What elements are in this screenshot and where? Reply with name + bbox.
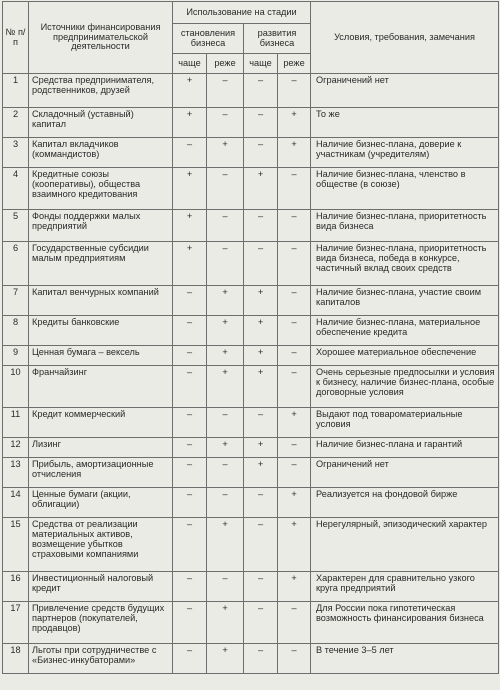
- row-conditions: В течение 3–5 лет: [311, 644, 499, 674]
- table-row: [3, 438, 499, 458]
- mark-rarely-dev: –: [278, 366, 311, 408]
- table-row: [3, 316, 499, 346]
- row-conditions: Наличие бизнес-плана, членство в обществе (в союзе): [311, 168, 499, 210]
- mark-rarely-start: +: [207, 138, 244, 168]
- row-number: 9: [3, 346, 29, 366]
- table-row: [3, 168, 499, 210]
- row-conditions: Наличие бизнес-плана, участие своим капиталов: [311, 286, 499, 316]
- mark-rarely-start: +: [207, 518, 244, 572]
- row-source: Кредит коммерческий: [29, 408, 173, 438]
- mark-rarely-start: –: [207, 572, 244, 602]
- row-source: Складочный (уставный) капитал: [29, 108, 173, 138]
- mark-rarely-dev: –: [278, 316, 311, 346]
- row-source: Кредитные союзы (кооперативы), общества взаимного кредитования: [29, 168, 173, 210]
- row-source: Инвестиционный налоговый кредит: [29, 572, 173, 602]
- row-source: Средства от реализации материальных активов, возмещение убытков страховыми компаниями: [29, 518, 173, 572]
- mark-often-dev: –: [244, 108, 278, 138]
- row-number: 10: [3, 366, 29, 408]
- row-conditions: Выдают под товароматериальные условия: [311, 408, 499, 438]
- mark-rarely-dev: +: [278, 572, 311, 602]
- row-conditions: Реализуется на фондовой бирже: [311, 488, 499, 518]
- table-row: [3, 366, 499, 408]
- mark-rarely-dev: –: [278, 644, 311, 674]
- mark-often-start: –: [173, 572, 207, 602]
- row-source: Ценная бумага – вексель: [29, 346, 173, 366]
- mark-often-dev: –: [244, 138, 278, 168]
- mark-rarely-dev: –: [278, 210, 311, 242]
- row-source: Льготы при сотрудничестве с «Бизнес-инкубаторами»: [29, 644, 173, 674]
- row-conditions: Наличие бизнес-плана, приоритетность вида бизнеса, победа в конкурсе, частичный вклад своих средств: [311, 242, 499, 286]
- mark-often-start: +: [173, 168, 207, 210]
- mark-rarely-dev: +: [278, 138, 311, 168]
- table-header: [3, 2, 499, 74]
- row-source: Прибыль, амортизационные отчисления: [29, 458, 173, 488]
- mark-rarely-start: +: [207, 346, 244, 366]
- row-number: 14: [3, 488, 29, 518]
- row-number: 18: [3, 644, 29, 674]
- header-num: № п/п: [3, 2, 29, 74]
- mark-rarely-dev: –: [278, 286, 311, 316]
- row-source: Привлечение средств будущих партнеров (покупателей, продавцов): [29, 602, 173, 644]
- mark-often-start: +: [173, 74, 207, 108]
- row-source: Капитал вкладчиков (коммандистов): [29, 138, 173, 168]
- table-row: [3, 286, 499, 316]
- table-row: [3, 138, 499, 168]
- table-row: [3, 458, 499, 488]
- mark-rarely-start: +: [207, 438, 244, 458]
- row-number: 13: [3, 458, 29, 488]
- mark-rarely-start: +: [207, 366, 244, 408]
- mark-often-start: +: [173, 242, 207, 286]
- row-source: Кредиты банковские: [29, 316, 173, 346]
- row-conditions: Наличие бизнес-плана, материальное обеспечение кредита: [311, 316, 499, 346]
- mark-rarely-dev: –: [278, 438, 311, 458]
- table-row: [3, 488, 499, 518]
- mark-often-dev: –: [244, 488, 278, 518]
- mark-often-dev: +: [244, 438, 278, 458]
- mark-often-start: –: [173, 644, 207, 674]
- mark-rarely-dev: +: [278, 518, 311, 572]
- row-conditions: Наличие бизнес-плана и гарантий: [311, 438, 499, 458]
- table-row: [3, 602, 499, 644]
- row-number: 7: [3, 286, 29, 316]
- row-source: Капитал венчурных компаний: [29, 286, 173, 316]
- row-number: 11: [3, 408, 29, 438]
- header-often-dev: чаще: [244, 54, 278, 74]
- row-conditions: Ограничений нет: [311, 74, 499, 108]
- row-source: Средства предпринимателя, родственников, друзей: [29, 74, 173, 108]
- row-conditions: Очень серьезные предпосылки и условия к бизнесу, наличие бизнес-плана, особые договорные условия: [311, 366, 499, 408]
- row-conditions: Для России пока гипотетическая возможность финансирования бизнеса: [311, 602, 499, 644]
- header-stage-start: становления бизнеса: [173, 24, 244, 54]
- table-body: [3, 74, 499, 674]
- mark-rarely-start: +: [207, 644, 244, 674]
- mark-rarely-dev: –: [278, 168, 311, 210]
- table-row: [3, 572, 499, 602]
- row-conditions: Нерегулярный, эпизодический характер: [311, 518, 499, 572]
- mark-rarely-start: +: [207, 316, 244, 346]
- mark-often-dev: –: [244, 602, 278, 644]
- mark-often-start: –: [173, 366, 207, 408]
- row-source: Ценные бумаги (акции, облигации): [29, 488, 173, 518]
- mark-rarely-start: –: [207, 458, 244, 488]
- mark-often-start: –: [173, 138, 207, 168]
- table-row: [3, 346, 499, 366]
- mark-rarely-dev: –: [278, 602, 311, 644]
- mark-often-start: –: [173, 438, 207, 458]
- row-source: Франчайзинг: [29, 366, 173, 408]
- row-source: Фонды поддержки малых предприятий: [29, 210, 173, 242]
- mark-rarely-dev: +: [278, 108, 311, 138]
- mark-often-start: –: [173, 518, 207, 572]
- row-conditions: Наличие бизнес-плана, доверие к участникам (учредителям): [311, 138, 499, 168]
- mark-often-dev: +: [244, 458, 278, 488]
- mark-rarely-start: –: [207, 488, 244, 518]
- mark-often-dev: –: [244, 572, 278, 602]
- mark-often-start: +: [173, 108, 207, 138]
- table-row: [3, 408, 499, 438]
- mark-often-dev: –: [244, 408, 278, 438]
- row-conditions: Наличие бизнес-плана, приоритетность вида бизнеса: [311, 210, 499, 242]
- mark-often-dev: –: [244, 210, 278, 242]
- row-number: 5: [3, 210, 29, 242]
- row-number: 8: [3, 316, 29, 346]
- table-row: [3, 74, 499, 108]
- mark-rarely-start: –: [207, 408, 244, 438]
- mark-often-start: –: [173, 488, 207, 518]
- row-source: Лизинг: [29, 438, 173, 458]
- table-row: [3, 210, 499, 242]
- mark-often-dev: +: [244, 316, 278, 346]
- mark-often-start: –: [173, 286, 207, 316]
- mark-rarely-start: –: [207, 242, 244, 286]
- mark-rarely-start: –: [207, 74, 244, 108]
- row-number: 15: [3, 518, 29, 572]
- row-source: Государственные субсидии малым предприятиям: [29, 242, 173, 286]
- row-conditions: Ограничений нет: [311, 458, 499, 488]
- mark-often-start: +: [173, 210, 207, 242]
- table-row: [3, 518, 499, 572]
- mark-rarely-start: –: [207, 210, 244, 242]
- header-usage: Использование на стадии: [173, 2, 311, 24]
- mark-often-dev: –: [244, 518, 278, 572]
- header-rarely-dev: реже: [278, 54, 311, 74]
- row-conditions: Хорошее материальное обеспечение: [311, 346, 499, 366]
- header-source: Источники финансирования предпринимательской деятельности: [29, 2, 173, 74]
- row-number: 4: [3, 168, 29, 210]
- mark-rarely-start: –: [207, 168, 244, 210]
- row-number: 1: [3, 74, 29, 108]
- mark-rarely-dev: –: [278, 74, 311, 108]
- mark-often-dev: –: [244, 74, 278, 108]
- mark-often-dev: +: [244, 168, 278, 210]
- mark-often-dev: –: [244, 644, 278, 674]
- table-row: [3, 242, 499, 286]
- mark-rarely-dev: +: [278, 408, 311, 438]
- row-number: 12: [3, 438, 29, 458]
- row-conditions: Характерен для сравнительно узкого круга предприятий: [311, 572, 499, 602]
- header-often-start: чаще: [173, 54, 207, 74]
- mark-rarely-dev: –: [278, 242, 311, 286]
- mark-often-start: –: [173, 602, 207, 644]
- mark-often-dev: +: [244, 366, 278, 408]
- table-row: [3, 108, 499, 138]
- row-number: 16: [3, 572, 29, 602]
- row-number: 2: [3, 108, 29, 138]
- mark-often-dev: +: [244, 346, 278, 366]
- mark-often-start: –: [173, 346, 207, 366]
- mark-often-start: –: [173, 408, 207, 438]
- row-number: 3: [3, 138, 29, 168]
- row-number: 17: [3, 602, 29, 644]
- header-rarely-start: реже: [207, 54, 244, 74]
- mark-rarely-start: +: [207, 286, 244, 316]
- mark-rarely-start: +: [207, 602, 244, 644]
- mark-rarely-dev: +: [278, 488, 311, 518]
- mark-often-start: –: [173, 316, 207, 346]
- mark-often-start: –: [173, 458, 207, 488]
- table-row: [3, 644, 499, 674]
- mark-rarely-dev: –: [278, 346, 311, 366]
- mark-rarely-dev: –: [278, 458, 311, 488]
- mark-often-dev: –: [244, 242, 278, 286]
- header-conditions: Условия, требования, замечания: [311, 2, 499, 74]
- mark-rarely-start: –: [207, 108, 244, 138]
- financing-sources-table: [2, 1, 499, 674]
- header-stage-dev: развития бизнеса: [244, 24, 311, 54]
- row-number: 6: [3, 242, 29, 286]
- row-conditions: То же: [311, 108, 499, 138]
- mark-often-dev: +: [244, 286, 278, 316]
